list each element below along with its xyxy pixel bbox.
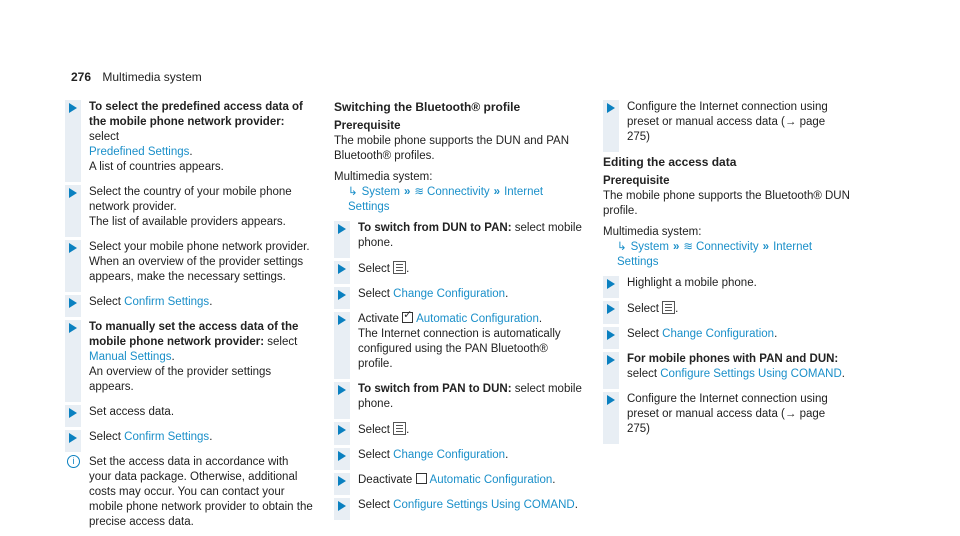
menu-icon[interactable]: [662, 301, 675, 314]
menu-path: ↳ System » ≋ Connectivity » Internet Settings: [617, 241, 813, 268]
change-configuration-link[interactable]: Change Configuration: [393, 449, 506, 461]
confirm-settings-link-2[interactable]: Confirm Settings: [124, 431, 210, 443]
manual-settings-link[interactable]: Manual Settings: [89, 351, 172, 363]
list-item: Select Confirm Settings.: [65, 430, 313, 452]
list-item: For mobile phones with PAN and DUN: select Configure Settings Using COMAND.: [603, 352, 851, 389]
step-arrow-icon: [607, 330, 615, 340]
step-arrow-icon: [69, 188, 77, 198]
list-item: To switch from PAN to DUN: select mobile phone.: [334, 382, 582, 419]
double-chevron-icon: »: [403, 186, 411, 198]
step-arrow-icon: [338, 224, 346, 234]
return-arrow-icon: ↳: [617, 241, 627, 253]
confirm-settings-link[interactable]: Confirm Settings: [124, 296, 210, 308]
step-arrow-icon: [607, 279, 615, 289]
list-item: Configure the Internet connection using preset or manual access data (→ page 275): [603, 392, 851, 444]
info-note: i Set the access data in accordance with your data package. Otherwise, additional costs may occur. You can contact your mobile phone network provider to obtain the precise access data.: [65, 455, 313, 530]
list-item: Configure the Internet connection using preset or manual access data (→ page 275): [603, 100, 851, 152]
list-item: Select Confirm Settings.: [65, 295, 313, 317]
column-3: Configure the Internet connection using preset or manual access data (→ page 275) Editing the access data Prerequisite The mobile phone supports the Bluetooth® DUN profile. Multimedia system: ↳ System » ≋ Connectivity » Internet Settings Highlight a mobile phone. Select . Select Change Configuration. For mobile phones with PAN and DUN: select Configure Settings Using COMAND. Configure the Internet connection using preset or manual access data (→ page 275): [603, 100, 851, 447]
list-item: To manually set the access data of the mobile phone network provider: select Manual Settings. An overview of the provider settings appears.: [65, 320, 313, 402]
step-arrow-icon: [338, 501, 346, 511]
step-arrow-icon: [607, 395, 615, 405]
step-arrow-icon: [607, 355, 615, 365]
list-item: Activate ✓Automatic Configuration. The Internet connection is automatically configured using the PAN Bluetooth® profile.: [334, 312, 582, 379]
step-arrow-icon: [69, 408, 77, 418]
return-arrow-icon: ↳: [348, 186, 358, 198]
list-item: Select Configure Settings Using COMAND.: [334, 498, 582, 520]
step-arrow-icon: [69, 298, 77, 308]
step-arrow-icon: [69, 103, 77, 113]
list-item: To switch from DUN to PAN: select mobile phone.: [334, 221, 582, 258]
double-chevron-icon: »: [493, 186, 501, 198]
checkbox-checked-icon[interactable]: [402, 312, 413, 323]
wifi-icon: ≋: [683, 241, 694, 253]
configure-settings-comand-link[interactable]: Configure Settings Using COMAND: [660, 368, 842, 380]
menu-icon[interactable]: [393, 422, 406, 435]
step-arrow-icon: [338, 290, 346, 300]
step-arrow-icon: [338, 476, 346, 486]
step-arrow-icon: [338, 315, 346, 325]
list-item: Select .: [334, 261, 582, 284]
list-item: Select Change Configuration.: [334, 448, 582, 470]
section-heading: Editing the access data: [603, 155, 737, 169]
list-item: Highlight a mobile phone.: [603, 276, 851, 298]
list-item: Select the country of your mobile phone network provider. The list of available providers appears.: [65, 185, 313, 237]
double-chevron-icon: »: [762, 241, 770, 253]
wifi-icon: ≋: [414, 186, 425, 198]
checkbox-unchecked-icon[interactable]: [416, 473, 427, 484]
info-icon: i: [67, 455, 80, 468]
step-arrow-icon: [338, 425, 346, 435]
predefined-settings-link[interactable]: Predefined Settings: [89, 146, 190, 158]
page-header: [71, 70, 202, 84]
step-arrow-icon: [338, 451, 346, 461]
step-arrow-icon: [607, 304, 615, 314]
list-item: Select your mobile phone network provider. When an overview of the provider settings appears, make the necessary settings.: [65, 240, 313, 292]
step-arrow-icon: [607, 103, 615, 113]
automatic-configuration-link[interactable]: Automatic Configuration: [429, 474, 553, 486]
list-item: Select Change Configuration.: [334, 287, 582, 309]
column-2: Switching the Bluetooth® profile Prerequisite The mobile phone supports the DUN and PAN Bluetooth® profiles. Multimedia system: ↳ System » ≋ Connectivity » Internet Settings To switch from DUN to PAN: select mobile phone. Select . Select Change Configuration. Activate ✓Automatic Configuration. The Internet connection is automatically configured using the PAN Bluetooth® profile. To switch from PAN to DUN: select mobile phone. Select . Select Change Configuration. Deactivate Automatic Configuration. Select Configure Settings Using COMAND.: [334, 100, 582, 523]
change-configuration-link[interactable]: Change Configuration: [662, 328, 775, 340]
step-arrow-icon: [338, 264, 346, 274]
list-item: Select .: [334, 422, 582, 445]
column-1: [65, 100, 313, 536]
menu-path: ↳ System » ≋ Connectivity » Internet Settings: [348, 186, 544, 213]
page-title: Multimedia system: [102, 70, 202, 84]
list-item: Set access data.: [65, 405, 313, 427]
menu-icon[interactable]: [393, 261, 406, 274]
list-item: To select the predefined access data of the mobile phone network provider: select Predefined Settings. A list of countries appears.: [65, 100, 313, 182]
step-arrow-icon: [69, 243, 77, 253]
double-chevron-icon: »: [672, 241, 680, 253]
automatic-configuration-link[interactable]: Automatic Configuration: [416, 313, 539, 325]
step-arrow-icon: [338, 385, 346, 395]
page-number: 276: [71, 70, 92, 84]
step-arrow-icon: [69, 323, 77, 333]
configure-settings-comand-link[interactable]: Configure Settings Using COMAND: [393, 499, 575, 511]
list-item: Select Change Configuration.: [603, 327, 851, 349]
step-arrow-icon: [69, 433, 77, 443]
list-item: Select .: [603, 301, 851, 324]
section-heading: Switching the Bluetooth® profile: [334, 100, 521, 114]
change-configuration-link[interactable]: Change Configuration: [393, 288, 506, 300]
list-item: Deactivate Automatic Configuration.: [334, 473, 582, 495]
